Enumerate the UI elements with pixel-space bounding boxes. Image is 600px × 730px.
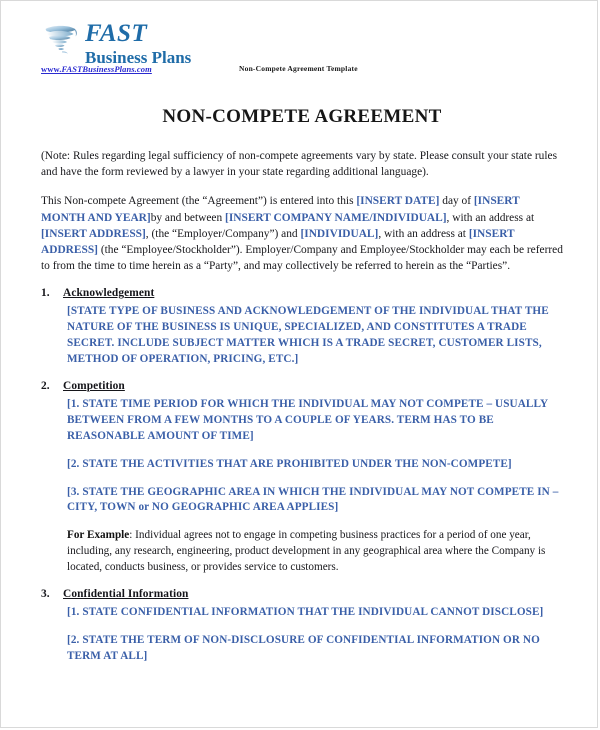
brand-lockup <box>41 19 597 66</box>
intro-paragraph <box>41 193 563 274</box>
intro-text-2: day of <box>439 195 474 208</box>
website-link[interactable] <box>41 64 152 74</box>
intro-text-7: (the “Employee/Stockholder”). Employer/Company and Employee/Stockholder may each be referred to from the time to time herein as a “Party”, and may collectively be referred to herein as the “Parties”. <box>41 243 563 273</box>
placeholder-insert-month-year: [INSERT MONTH AND YEAR] <box>41 195 520 224</box>
placeholder-insert-company-name: [INSERT COMPANY NAME/INDIVIDUAL] <box>225 211 447 224</box>
section-content <box>41 304 563 368</box>
section-acknowledgement <box>41 287 563 368</box>
section-content <box>41 605 563 665</box>
section-competition <box>41 380 563 576</box>
placeholder-insert-address-2: [INSERT ADDRESS] <box>41 227 515 256</box>
placeholder-block: [3. STATE THE GEOGRAPHIC AREA IN WHICH THE INDIVIDUAL MAY NOT COMPETE IN – CITY, TOWN or NO GEOGRAPHIC AREA APPLIES] <box>67 485 559 514</box>
section-title: Confidential Information <box>63 588 189 601</box>
placeholder-block: [STATE TYPE OF BUSINESS AND ACKNOWLEDGEMENT OF THE INDIVIDUAL THAT THE NATURE OF THE BUSINESS IS UNIQUE, SPECIALIZED, AND CONSTITUTES A TRADE SECRET. INCLUDE SUBJECT MATTER WHICH IS A TRADE SECRET, CUSTOMER LISTS, METHOD OF OPERATION, PRICING, ETC.] <box>67 305 549 366</box>
placeholder-insert-address-1: [INSERT ADDRESS] <box>41 227 146 240</box>
brand-text <box>85 19 191 66</box>
example-text: : Individual agrees not to engage in competing business practices for a period of one year, including, any research, engineering, product development in any geographical area where the Company is located, conducts business, or provides service to customers. <box>67 529 546 574</box>
section-number: 1. <box>41 287 50 300</box>
document-kicker: Non-Compete Agreement Template <box>239 64 358 73</box>
section-title: Acknowledgement <box>63 287 155 300</box>
placeholder-block: [2. STATE THE TERM OF NON-DISCLOSURE OF CONFIDENTIAL INFORMATION OR NO TERM AT ALL] <box>67 634 540 662</box>
website-link-domain: FASTBusinessPlans.com <box>61 64 152 74</box>
letterhead <box>1 1 597 67</box>
placeholder-individual: [INDIVIDUAL] <box>300 227 379 240</box>
section-number: 3. <box>41 588 50 601</box>
section-heading <box>41 380 563 392</box>
tornado-icon <box>41 20 81 60</box>
section-confidential-information <box>41 588 563 665</box>
placeholder-block: [1. STATE TIME PERIOD FOR WHICH THE INDIVIDUAL MAY NOT COMPETE – USUALLY BETWEEN FROM A FEW MONTHS TO A COUPLE OF YEARS. TERM HAS TO BE REASONABLE AMOUNT OF TIME] <box>67 397 548 442</box>
example-paragraph <box>67 528 563 576</box>
header-meta-row <box>1 64 597 80</box>
intro-text-6: , with an address at <box>378 227 469 240</box>
intro-text-3: by and between <box>150 211 226 224</box>
intro-text-5: , (the “Employer/Company”) and <box>145 227 301 240</box>
document-body <box>1 80 597 665</box>
example-label: For Example <box>67 529 130 542</box>
section-content <box>41 397 563 576</box>
placeholder-block: [1. STATE CONFIDENTIAL INFORMATION THAT THE INDIVIDUAL CANNOT DISCLOSE] <box>67 606 544 619</box>
brand-name-primary: FAST <box>85 20 148 47</box>
section-title: Competition <box>63 379 125 392</box>
section-heading <box>41 287 563 299</box>
section-number: 2. <box>41 379 50 392</box>
website-link-prefix: www. <box>41 64 62 74</box>
page-title: NON-COMPETE AGREEMENT <box>162 106 442 127</box>
intro-text-4: , with an address at <box>446 211 535 224</box>
legal-note: (Note: Rules regarding legal sufficiency of non-compete agreements vary by state. Please consult your state rules and have the form reviewed by a lawyer in your state regarding additional language). <box>41 150 557 179</box>
placeholder-insert-date: [INSERT DATE] <box>356 195 440 208</box>
placeholder-block: [2. STATE THE ACTIVITIES THAT ARE PROHIBITED UNDER THE NON-COMPETE] <box>67 457 512 470</box>
section-heading <box>41 588 563 600</box>
intro-text-1: This Non-compete Agreement (the “Agreement”) is entered into this <box>41 195 357 208</box>
brand-name-secondary: Business Plans <box>85 48 192 67</box>
